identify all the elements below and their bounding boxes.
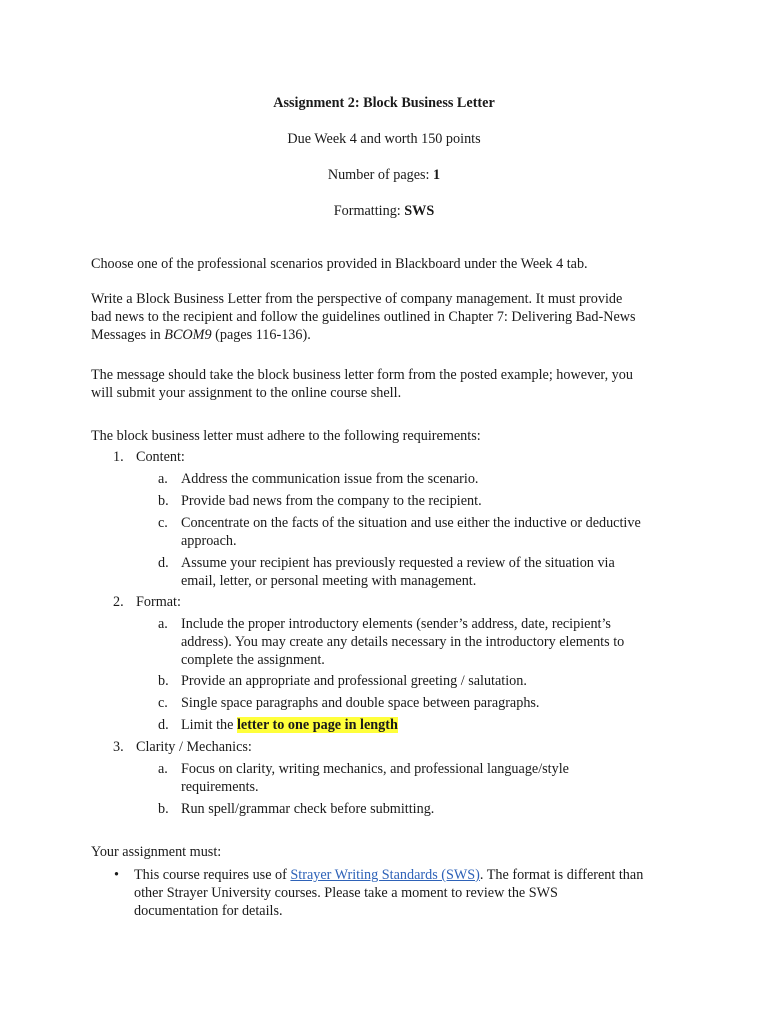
item-text: complete the assignment. — [181, 652, 325, 668]
list-item — [158, 672, 678, 690]
item-text: Include the proper introductory elements (sender’s address, date, recipient’s — [181, 616, 611, 632]
list-item — [158, 615, 678, 669]
item-letter: b. — [158, 673, 169, 689]
bullet-line: documentation for details. — [134, 903, 283, 919]
section-heading: Clarity / Mechanics: — [136, 739, 252, 755]
list-item — [158, 694, 678, 712]
formatting-line — [0, 202, 768, 220]
item-text: Address the communication issue from the scenario. — [181, 471, 479, 487]
due-line: Due Week 4 and worth 150 points — [287, 131, 481, 147]
item-text: Run spell/grammar check before submitting. — [181, 801, 435, 817]
section-number: 3. — [113, 739, 124, 755]
text-segment: Limit the — [181, 717, 237, 733]
item-text: email, letter, or personal meeting with management. — [181, 573, 477, 589]
paragraph-line — [91, 326, 691, 344]
section-heading: Content: — [136, 449, 185, 465]
formatting-value: SWS — [404, 203, 435, 219]
paragraph-line: Write a Block Business Letter from the perspective of company management. It must provide — [91, 291, 623, 307]
list-item — [158, 554, 678, 590]
item-text: Single space paragraphs and double space between paragraphs. — [181, 695, 540, 711]
text-segment: . The format is different than — [479, 867, 644, 883]
list-item — [158, 760, 678, 796]
item-text: requirements. — [181, 779, 259, 795]
text-segment: Messages in — [91, 327, 165, 343]
item-text: Concentrate on the facts of the situation and use either the inductive or deductive — [181, 515, 641, 531]
section-heading-format — [113, 593, 181, 611]
document-title: Assignment 2: Block Business Letter — [273, 95, 495, 111]
item-text: Assume your recipient has previously requested a review of the situation via — [181, 555, 615, 571]
item-text: Provide an appropriate and professional greeting / salutation. — [181, 673, 527, 689]
sws-link[interactable]: Strayer Writing Standards (SWS) — [290, 867, 480, 883]
section-heading: Format: — [136, 594, 181, 610]
must-intro: Your assignment must: — [91, 844, 222, 860]
item-letter: c. — [158, 695, 168, 711]
item-letter: b. — [158, 801, 169, 817]
text-segment: This course requires use of — [134, 867, 291, 883]
paragraph-write-letter — [91, 290, 691, 344]
list-item — [158, 470, 678, 488]
paragraph-line: bad news to the recipient and follow the guidelines outlined in Chapter 7: Delivering Bad-News — [91, 309, 636, 325]
item-text: address). You may create any details necessary in the introductory elements to — [181, 634, 625, 650]
list-item — [158, 492, 678, 510]
formatting-label: Formatting: — [333, 203, 405, 219]
paragraph-message-form — [91, 366, 691, 402]
list-item — [158, 514, 678, 550]
section-heading-content — [113, 448, 185, 466]
bullet-line: other Strayer University courses. Please take a moment to review the SWS — [134, 885, 558, 901]
bullet-item — [114, 866, 694, 920]
item-letter: a. — [158, 471, 168, 487]
requirements-intro: The block business letter must adhere to the following requirements: — [91, 428, 481, 444]
pages-value: 1 — [433, 167, 441, 183]
book-title: BCOM9 — [164, 327, 212, 343]
paragraph-line: will submit your assignment to the online course shell. — [91, 385, 402, 401]
text-segment: (pages 116-136). — [211, 327, 311, 343]
item-letter: c. — [158, 515, 168, 531]
item-text: Focus on clarity, writing mechanics, and professional language/style — [181, 761, 569, 777]
bullet-icon: • — [114, 867, 119, 883]
item-letter: a. — [158, 761, 168, 777]
section-number: 1. — [113, 449, 124, 465]
item-letter: d. — [158, 717, 169, 733]
section-number: 2. — [113, 594, 124, 610]
highlighted-text: letter to one page in length — [236, 717, 398, 733]
item-letter: a. — [158, 616, 168, 632]
bullet-line — [134, 866, 694, 884]
item-letter: b. — [158, 493, 169, 509]
item-text: approach. — [181, 533, 237, 549]
item-letter: d. — [158, 555, 169, 571]
section-heading-clarity — [113, 738, 252, 756]
pages-label: Number of pages: — [327, 167, 434, 183]
item-text — [181, 716, 678, 734]
paragraph-line: The message should take the block business letter form from the posted example; however, you — [91, 367, 633, 383]
pages-line — [0, 166, 768, 184]
paragraph-scenario: Choose one of the professional scenarios provided in Blackboard under the Week 4 tab. — [91, 256, 588, 272]
list-item — [158, 800, 678, 818]
list-item — [158, 716, 678, 734]
item-text: Provide bad news from the company to the recipient. — [181, 493, 482, 509]
